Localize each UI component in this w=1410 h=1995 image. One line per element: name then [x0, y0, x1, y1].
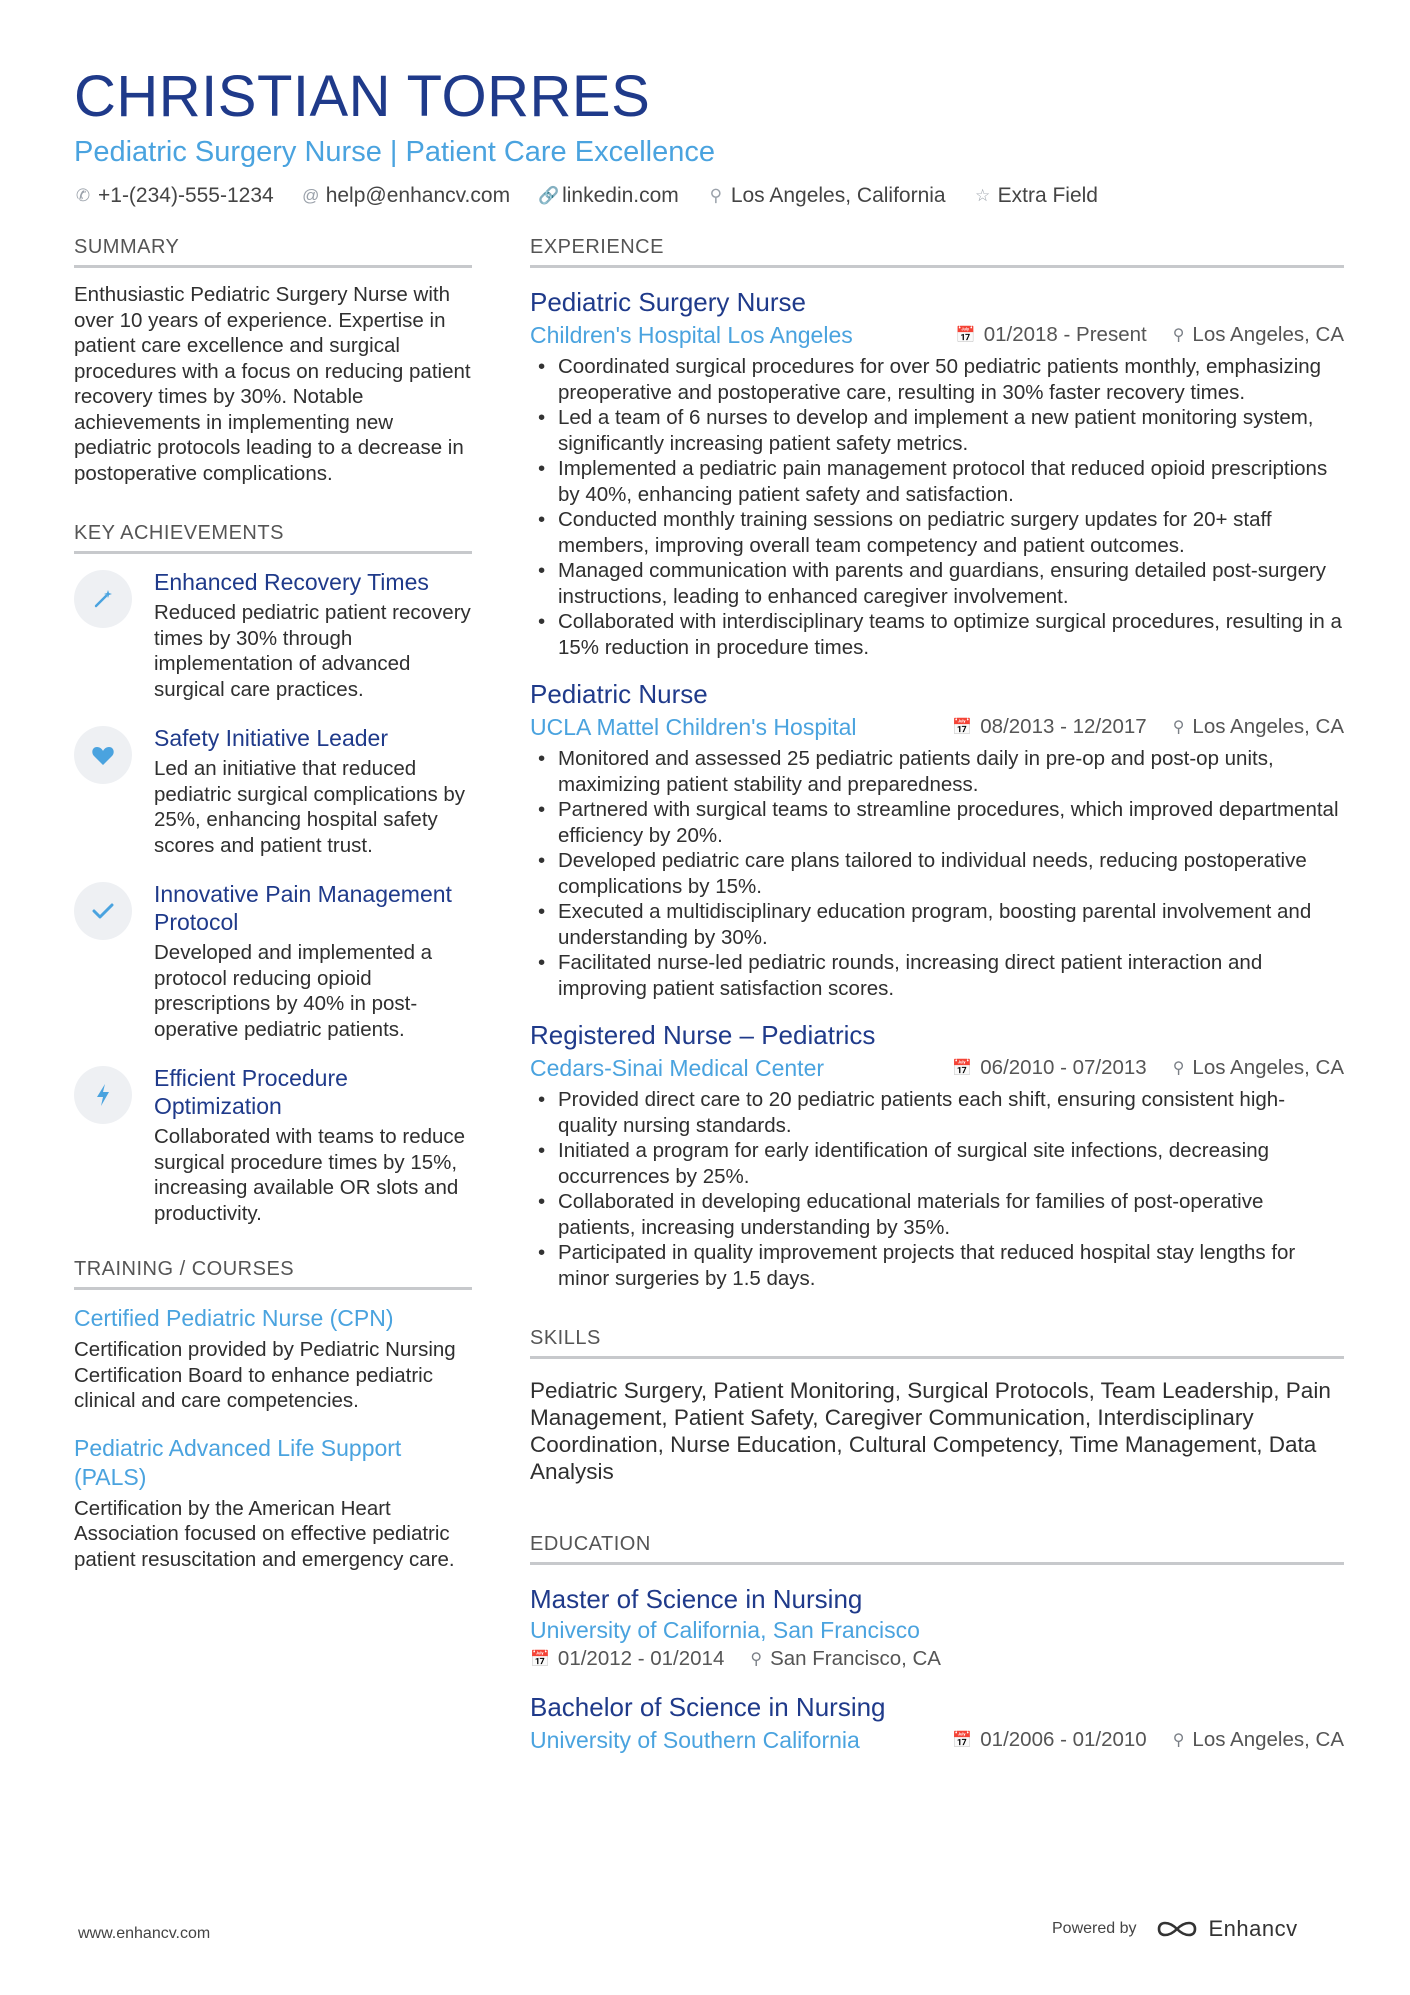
education-entry: [530, 1583, 1344, 1671]
location-icon: ⚲: [1172, 327, 1185, 344]
achievement-item: [74, 880, 472, 1042]
job-bullet: • Conducted monthly training sessions on pediatric surgery updates for 20+ staff members, improving overall team competency and patient outcomes.: [530, 507, 1344, 558]
contact-extra-text: Extra Field: [997, 184, 1098, 207]
job-bullet: • Participated in quality improvement projects that reduced hospital stay lengths for minor surgeries by 1.5 days.: [530, 1240, 1344, 1291]
candidate-name: CHRISTIAN TORRES: [74, 64, 651, 129]
job-dates: 01/2018 - Present: [983, 323, 1147, 346]
star-icon: ☆: [975, 186, 991, 205]
footer-branding: [1052, 1916, 1298, 1942]
job-bullet: • Provided direct care to 20 pediatric patients each shift, ensuring consistent high-quality nursing standards.: [530, 1087, 1344, 1138]
job-bullet: • Initiated a program for early identification of surgical site infections, decreasing occurrences by 25%.: [530, 1138, 1344, 1189]
achievement-title: Enhanced Recovery Times: [154, 569, 429, 595]
edu-location: San Francisco, CA: [770, 1647, 941, 1670]
resume-header: [74, 62, 1344, 208]
job-dates: 06/2010 - 07/2013: [980, 1056, 1147, 1079]
job-bullet: • Led a team of 6 nurses to develop and implement a new patient monitoring system, significantly increasing patient safety metrics.: [530, 405, 1344, 456]
job-bullet: • Monitored and assessed 25 pediatric patients daily in pre-op and post-op units, maximizing patient stability and preparedness.: [530, 746, 1344, 797]
enhancv-logo[interactable]: [1155, 1916, 1298, 1942]
edu-school: University of Southern California: [530, 1727, 860, 1753]
job-dates: 08/2013 - 12/2017: [980, 715, 1147, 738]
job-entry: [530, 678, 1344, 1001]
location-icon: ⚲: [709, 186, 723, 205]
achievement-text: Led an initiative that reduced pediatric surgical complications by 25%, enhancing hospital safety scores and patient trust.: [154, 757, 466, 857]
job-entry: [530, 1019, 1344, 1291]
contact-bar: [74, 184, 1344, 208]
candidate-headline: Pediatric Surgery Nurse | Patient Care Excellence: [74, 136, 715, 168]
job-title: Pediatric Surgery Nurse: [530, 287, 806, 317]
job-bullet: • Managed communication with parents and guardians, ensuring detailed post-surgery instructions, leading to enhanced caregiver involvement.: [530, 558, 1344, 609]
edu-dates: 01/2012 - 01/2014: [557, 1647, 725, 1670]
skills-heading: SKILLS: [530, 1327, 1344, 1359]
powered-by-label: Powered by: [1052, 1920, 1137, 1937]
calendar-icon: 📅: [952, 1060, 973, 1077]
job-location: Los Angeles, CA: [1192, 1056, 1344, 1079]
edu-dates: 01/2006 - 01/2010: [980, 1728, 1147, 1751]
achievement-text: Developed and implemented a protocol reducing opioid prescriptions by 40% in post-operative pediatric patients.: [154, 941, 433, 1041]
achievement-text: Collaborated with teams to reduce surgical procedure times by 15%, increasing available OR slots and productivity.: [154, 1125, 466, 1225]
edu-degree: Master of Science in Nursing: [530, 1584, 863, 1614]
summary-text: Enthusiastic Pediatric Surgery Nurse with over 10 years of experience. Expertise in patient care excellence and surgical procedures with a focus on reducing patient recovery times by 30%. Notable achievements in implementing new pediatric protocols leading to a decrease in postoperative complications.: [74, 283, 471, 485]
achievements-list: [74, 568, 472, 1226]
phone-icon: ✆: [75, 186, 91, 205]
job-company: Cedars-Sinai Medical Center: [530, 1055, 825, 1081]
location-icon: ⚲: [750, 1651, 763, 1668]
job-bullet: • Partnered with surgical teams to streamline procedures, which improved departmental efficiency by 20%.: [530, 797, 1344, 848]
contact-location-text: Los Angeles, California: [730, 184, 946, 207]
contact-email[interactable]: [302, 184, 510, 208]
location-icon: ⚲: [1172, 1060, 1185, 1077]
contact-phone[interactable]: [74, 184, 274, 208]
training-heading: TRAINING / COURSES: [74, 1258, 472, 1290]
achievement-item: [74, 724, 472, 858]
contact-phone-text: +1-(234)-555-1234: [98, 184, 274, 207]
contact-location: [707, 184, 946, 208]
course-text: Certification by the American Heart Association focused on effective pediatric patient resuscitation and emergency care.: [74, 1496, 455, 1571]
contact-linkedin-text: linkedin.com: [562, 184, 679, 207]
heart-icon: [74, 726, 132, 784]
job-bullets: [530, 354, 1344, 660]
education-heading: EDUCATION: [530, 1533, 1344, 1565]
education-entry: [530, 1691, 1344, 1755]
job-bullet: • Collaborated in developing educational materials for families of post-operative patients, increasing understanding by 35%.: [530, 1189, 1344, 1240]
contact-email-text: help@enhancv.com: [325, 184, 511, 207]
experience-heading: EXPERIENCE: [530, 236, 1344, 268]
course-title: Pediatric Advanced Life Support (PALS): [74, 1434, 402, 1490]
right-column: [530, 236, 1344, 1775]
job-bullet: • Executed a multidisciplinary education program, boosting parental involvement and understanding by 30%.: [530, 899, 1344, 950]
job-company: UCLA Mattel Children's Hospital: [530, 714, 857, 740]
course-title: Certified Pediatric Nurse (CPN): [74, 1305, 394, 1331]
calendar-icon: 📅: [530, 1651, 550, 1668]
skills-text: Pediatric Surgery, Patient Monitoring, Surgical Protocols, Team Leadership, Pain Management, Patient Safety, Caregiver Communication, Interdisciplinary Coordination, Nurse Education, Cultural Competency, Time Management, Data Analysis: [530, 1378, 1331, 1484]
location-icon: ⚲: [1172, 1732, 1185, 1749]
edu-school: University of California, San Francisco: [530, 1617, 920, 1643]
achievement-item: [74, 568, 472, 702]
brand-name: Enhancv: [1208, 1916, 1298, 1941]
contact-linkedin[interactable]: [538, 184, 679, 208]
job-entry: [530, 286, 1344, 660]
checkmark-icon: [74, 882, 132, 940]
link-icon: 🔗: [538, 186, 560, 205]
edu-degree: Bachelor of Science in Nursing: [530, 1692, 886, 1722]
calendar-icon: 📅: [952, 1732, 973, 1749]
summary-heading: SUMMARY: [74, 236, 472, 268]
job-bullet: • Collaborated with interdisciplinary teams to optimize surgical procedures, resulting in a 15% reduction in procedure times.: [530, 609, 1344, 660]
left-column: [74, 236, 472, 1592]
magic-wand-icon: [74, 570, 132, 628]
achievement-title: Safety Initiative Leader: [154, 725, 388, 751]
edu-location: Los Angeles, CA: [1192, 1728, 1344, 1751]
job-bullet: • Developed pediatric care plans tailored to individual needs, reducing postoperative complications by 15%.: [530, 848, 1344, 899]
achievement-text: Reduced pediatric patient recovery times by 30% through implementation of advanced surgical care practices.: [154, 601, 471, 701]
course-text: Certification provided by Pediatric Nursing Certification Board to enhance pediatric clinical and care competencies.: [74, 1338, 456, 1412]
lightning-icon: [74, 1066, 132, 1124]
email-icon: @: [302, 186, 320, 205]
enhancv-logo-icon: [1155, 1916, 1199, 1942]
calendar-icon: 📅: [955, 327, 976, 344]
location-icon: ⚲: [1172, 719, 1185, 736]
achievement-title: Efficient Procedure Optimization: [154, 1065, 348, 1119]
job-bullets: [530, 746, 1344, 1001]
job-bullet: • Facilitated nurse-led pediatric rounds, increasing direct patient interaction and improving patient satisfaction scores.: [530, 950, 1344, 1001]
achievement-title: Innovative Pain Management Protocol: [154, 881, 452, 935]
contact-extra: [974, 184, 1098, 208]
achievements-heading: KEY ACHIEVEMENTS: [74, 522, 472, 554]
achievement-item: [74, 1064, 472, 1226]
job-bullet: • Coordinated surgical procedures for over 50 pediatric patients monthly, emphasizing preoperative and postoperative care, resulting in 30% faster recovery times.: [530, 354, 1344, 405]
job-location: Los Angeles, CA: [1192, 323, 1344, 346]
job-title: Registered Nurse – Pediatrics: [530, 1020, 876, 1050]
job-bullets: [530, 1087, 1344, 1291]
job-location: Los Angeles, CA: [1192, 715, 1344, 738]
course-item: [74, 1434, 472, 1573]
footer-website[interactable]: www.enhancv.com: [78, 1925, 211, 1942]
calendar-icon: 📅: [952, 719, 973, 736]
course-item: [74, 1304, 472, 1414]
job-company: Children's Hospital Los Angeles: [530, 322, 853, 348]
job-bullet: • Implemented a pediatric pain management protocol that reduced opioid prescriptions by 40%, enhancing patient safety and satisfaction.: [530, 456, 1344, 507]
job-title: Pediatric Nurse: [530, 679, 708, 709]
